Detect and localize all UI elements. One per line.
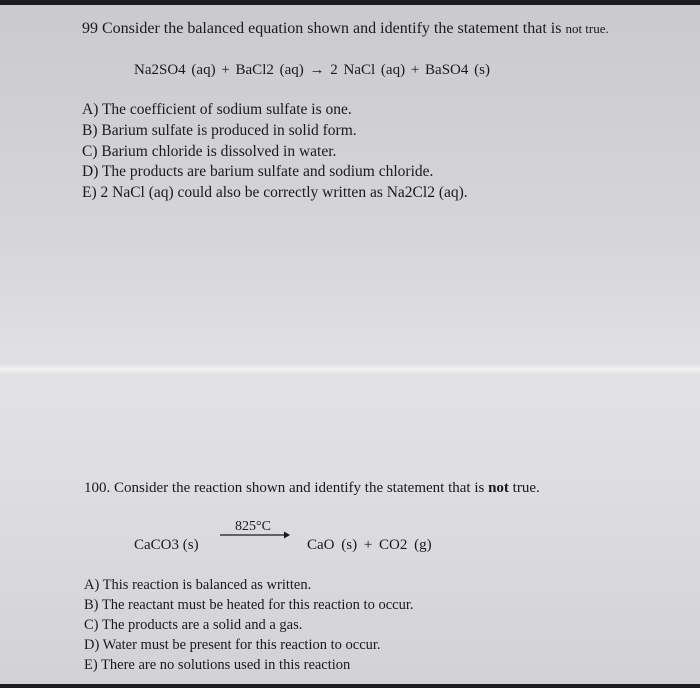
question-100-not: not bbox=[488, 480, 509, 496]
question-99-text: 99 Consider the balanced equation shown and identify the statement that is bbox=[82, 20, 562, 37]
products: CaO (s) + CO2 (g) bbox=[307, 537, 432, 553]
q99-option-d: D) The products are barium sulfate and sodium chloride. bbox=[82, 163, 434, 180]
photo-bottom-edge bbox=[0, 684, 700, 688]
question-99-not-true: not true. bbox=[565, 21, 609, 36]
question-100-true: true. bbox=[512, 480, 540, 496]
question-99-equation: Na2SO4 (aq) + BaCl2 (aq) → 2 NaCl (aq) + BaSO4 (s) bbox=[134, 62, 490, 78]
q99-option-c: C) Barium chloride is dissolved in water. bbox=[82, 143, 337, 160]
q99-option-a: A) The coefficient of sodium sulfate is one. bbox=[82, 101, 352, 118]
q100-option-e: E) There are no solutions used in this reaction bbox=[84, 657, 351, 673]
q99-option-e: E) 2 NaCl (aq) could also be correctly written as Na2Cl2 (aq). bbox=[82, 184, 468, 201]
q100-option-d: D) Water must be present for this reaction to occur. bbox=[84, 637, 381, 653]
q100-option-c: C) The products are a solid and a gas. bbox=[84, 617, 303, 633]
reaction-arrow-icon bbox=[220, 528, 290, 542]
reaction-temperature: 825°C bbox=[235, 519, 271, 534]
question-100-prompt bbox=[84, 480, 540, 497]
q99-option-b: B) Barium sulfate is produced in solid form. bbox=[82, 122, 357, 139]
q100-option-a: A) This reaction is balanced as written. bbox=[84, 577, 312, 593]
q100-option-b: B) The reactant must be heated for this reaction to occur. bbox=[84, 597, 414, 613]
reactant: CaCO3 (s) bbox=[134, 537, 199, 553]
question-100-text: 100. Consider the reaction shown and identify the statement that is bbox=[84, 480, 485, 496]
